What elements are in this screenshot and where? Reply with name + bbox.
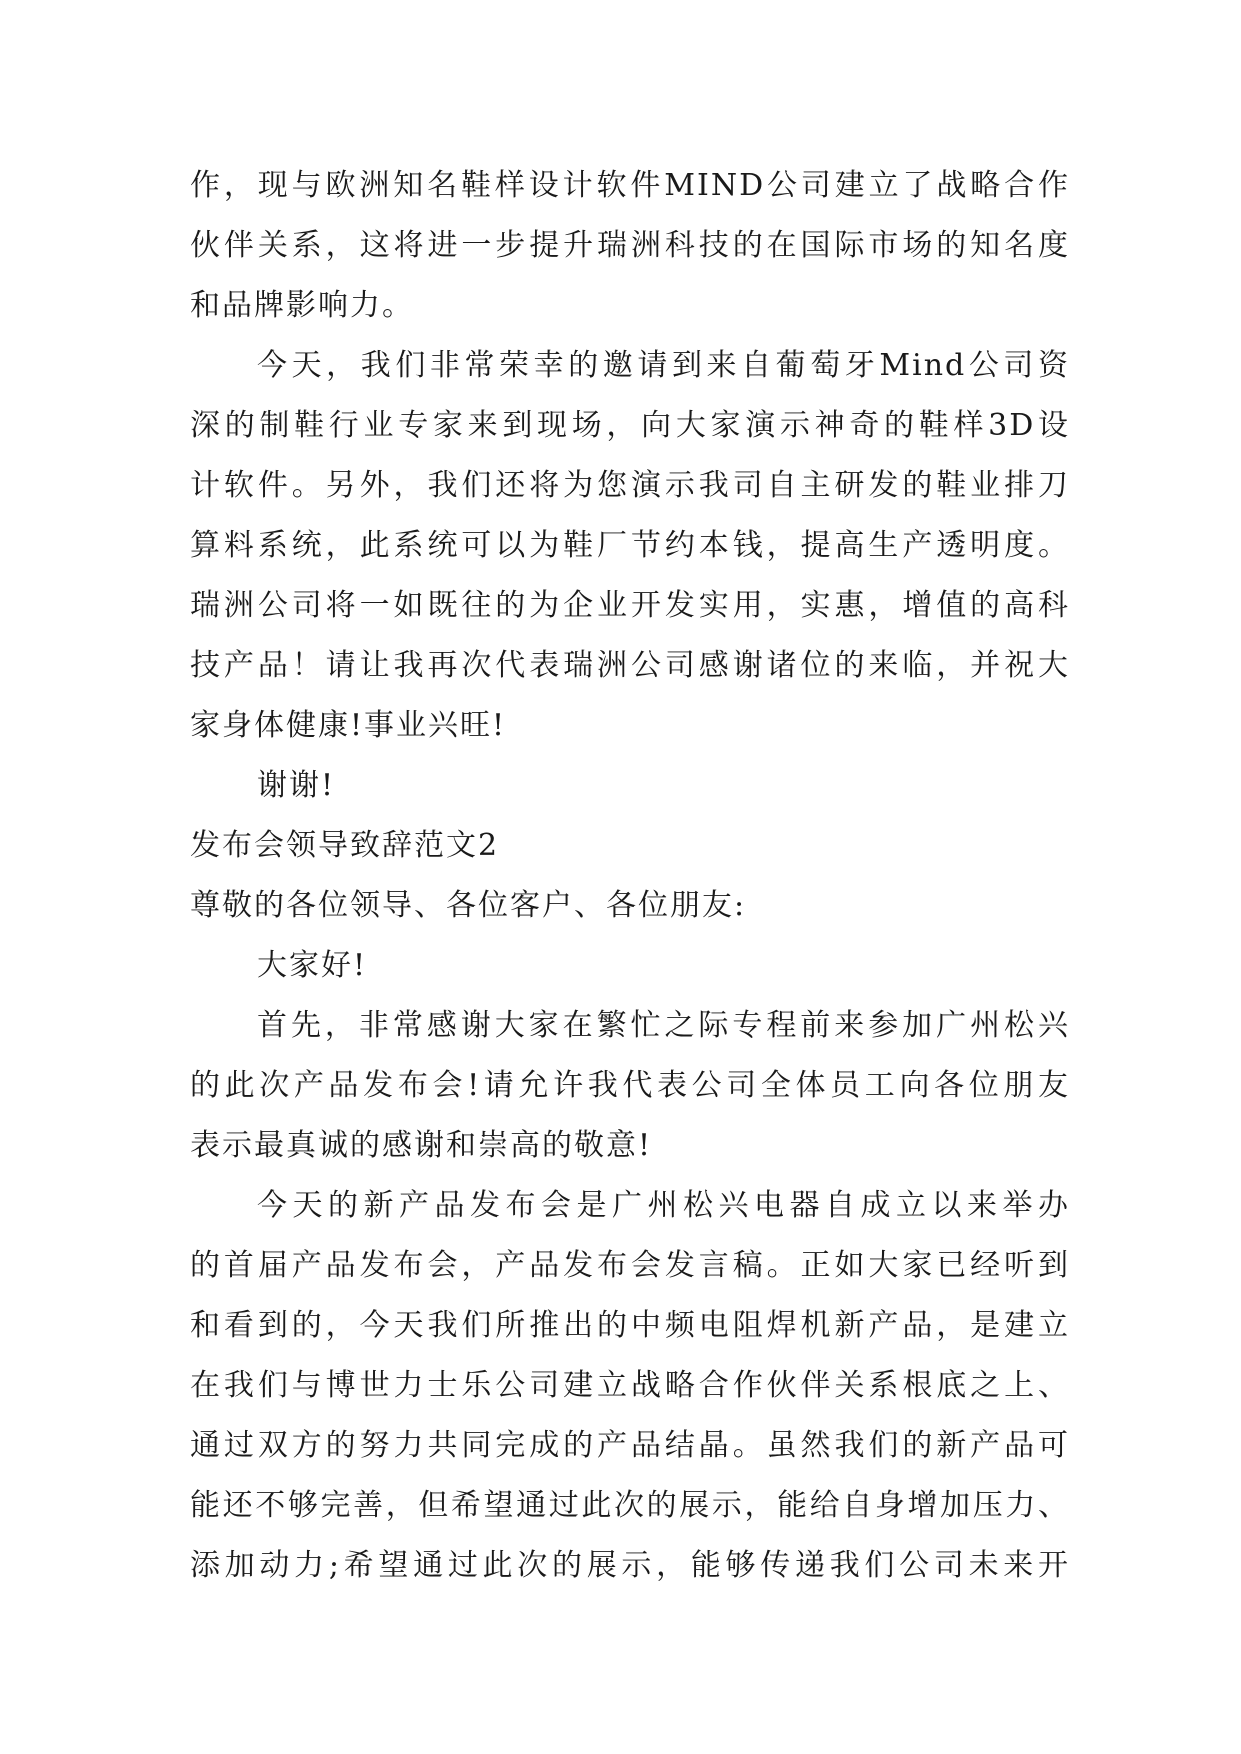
salutation: 尊敬的各位领导、各位客户、各位朋友: <box>190 888 747 923</box>
text-line: 家身体健康!事业兴旺! <box>190 708 507 743</box>
text-line: 的首届产品发布会，产品发布会发言稿。正如大家已经听到 <box>190 1248 1070 1283</box>
section-heading: 发布会领导致辞范文2 <box>190 828 500 863</box>
paragraph-first-line: 今天，我们非常荣幸的邀请到来自葡萄牙Mind公司资 <box>257 348 1070 383</box>
text-line: 算料系统，此系统可以为鞋厂节约本钱，提高生产透明度。 <box>190 528 1070 563</box>
text-line: 技产品！请让我再次代表瑞洲公司感谢诸位的来临，并祝大 <box>190 648 1070 683</box>
greeting: 大家好! <box>257 948 368 983</box>
text-line: 添加动力;希望通过此次的展示，能够传递我们公司未来开 <box>190 1548 1070 1583</box>
text-line: 计软件。另外，我们还将为您演示我司自主研发的鞋业排刀 <box>190 468 1070 503</box>
paragraph-first-line: 今天的新产品发布会是广州松兴电器自成立以来举办 <box>257 1188 1070 1223</box>
text-line: 能还不够完善，但希望通过此次的展示，能给自身增加压力、 <box>190 1488 1070 1523</box>
text-line: 表示最真诚的感谢和崇高的敬意! <box>190 1128 653 1163</box>
text-line: 作，现与欧洲知名鞋样设计软件MIND公司建立了战略合作 <box>190 168 1070 203</box>
paragraph-first-line: 首先，非常感谢大家在繁忙之际专程前来参加广州松兴 <box>257 1008 1070 1043</box>
text-line: 和品牌影响力。 <box>190 288 414 323</box>
text-line: 伙伴关系，这将进一步提升瑞洲科技的在国际市场的知名度 <box>190 228 1070 263</box>
text-line: 在我们与博世力士乐公司建立战略合作伙伴关系根底之上、 <box>190 1368 1070 1403</box>
text-line: 和看到的，今天我们所推出的中频电阻焊机新产品，是建立 <box>190 1308 1070 1343</box>
text-line: 瑞洲公司将一如既往的为企业开发实用，实惠，增值的高科 <box>190 588 1070 623</box>
closing-thanks: 谢谢! <box>257 768 336 803</box>
text-line: 深的制鞋行业专家来到现场，向大家演示神奇的鞋样3D设 <box>190 408 1070 443</box>
text-line: 的此次产品发布会!请允许我代表公司全体员工向各位朋友 <box>190 1068 1070 1103</box>
text-line: 通过双方的努力共同完成的产品结晶。虽然我们的新产品可 <box>190 1428 1070 1463</box>
